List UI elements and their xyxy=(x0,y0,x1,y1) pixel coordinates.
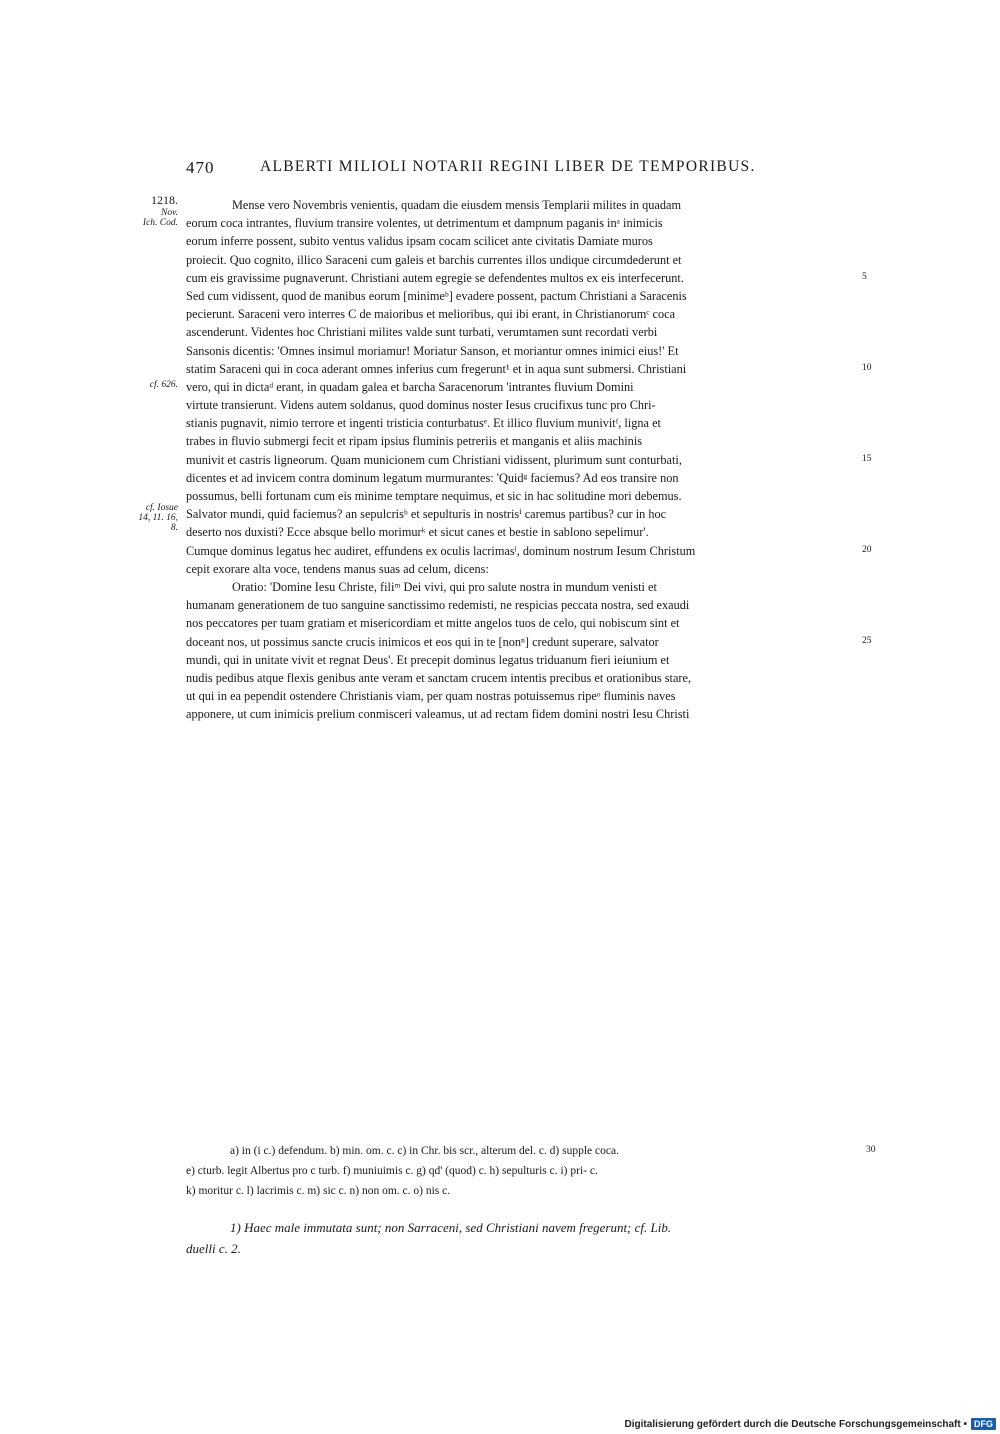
text-line: Oratio: 'Domine Iesu Christe, filiᵐ Dei vivi, qui pro salute nostra in mundum venisti et xyxy=(232,579,657,594)
text-line: proiecit. Quo cognito, illico Saraceni cum galeis et barchis currentes illos undique circumdederunt et xyxy=(186,252,682,267)
line-number: 25 xyxy=(862,636,872,646)
text-line: mundi, qui in unitate vivit et regnat Deus'. Et precepit dominus legatus triduanum fieri ieiunium et xyxy=(186,652,670,667)
text-line: munivit et castris ligneorum. Quam municionem cum Christiani vidissent, plurimum sunt conturbati, xyxy=(186,452,682,467)
text-line: deserto nos duxisti? Ecce absque bello morimurᵏ et sicut canes et bestie in sablono sepelimur'. xyxy=(186,525,649,540)
margin-reference: cf. 626. xyxy=(149,380,178,390)
text-line: doceant nos, ut possimus sancte crucis inimicos et eos qui in te [nonⁿ] credunt superare, salvator xyxy=(186,634,659,649)
running-title: ALBERTI MILIOLI NOTARII REGINI LIBER DE TEMPORIBUS. xyxy=(260,158,756,175)
footnote-line: 1) Haec male immutata sunt; non Sarraceni, sed Christiani navem fregerunt; cf. Lib. xyxy=(230,1220,672,1235)
text-line: Sed cum vidissent, quod de manibus eorum [minimeᵇ] evadere possent, pactum Christiani a Saracenis xyxy=(186,288,687,303)
margin-month: Nov. xyxy=(161,208,178,218)
page-header xyxy=(186,158,866,182)
critical-apparatus xyxy=(186,1141,866,1201)
margin-reference: cf. Iosue xyxy=(145,503,178,513)
text-line: cum eis gravissime pugnaverunt. Christiani autem egregie se defendentes multos ex eis interfecerunt. xyxy=(186,270,684,285)
text-line: humanam generationem de tuo sanguine sanctissimo redemisti, ne respicias peccata nostra, sed exaudi xyxy=(186,598,690,613)
margin-reference: 14, 11. 16, 8. xyxy=(138,513,178,533)
line-number: 20 xyxy=(862,545,872,555)
digitization-credit xyxy=(625,1418,996,1430)
text-line: Salvator mundi, quid faciemus? an sepulcrisʰ et sepulturis in nostrisⁱ caremus partibus? cur in hoc xyxy=(186,507,667,522)
apparatus-line: k) moritur c. l) lacrimis c. m) sic c. n) non om. c. o) nis c. xyxy=(186,1185,451,1197)
text-line: virtute transierunt. Videns autem soldanus, quod dominus noster Iesus crucifixus tunc pro Chri- xyxy=(186,398,656,413)
text-line: apponere, ut cum inimicis prelium conmisceri valeamus, ut ad rectam fidem domini nostri Iesu Christi xyxy=(186,707,690,722)
text-line: nudis pedibus atque flexis genibus ante veram et sanctam crucem intentis precibus et orationibus stare, xyxy=(186,670,692,685)
apparatus-line: a) in (i c.) defendum. b) min. om. c. c) in Chr. bis scr., alterum del. c. d) supple coca. xyxy=(230,1145,619,1157)
text-line: dicentes et ad invicem contra dominum legatum murmurantes: 'Quidᵍ faciemus? Ad eos transire non xyxy=(186,470,679,485)
text-line: cepit exorare alta voce, tendens manus suas ad celum, dicens: xyxy=(186,561,489,576)
page-number: 470 xyxy=(186,158,215,177)
text-line: ut qui in ea pependit ostendere Christianis viam, per quam nostras potuissemus ripeᵒ fluminis naves xyxy=(186,689,676,704)
text-line: Cumque dominus legatus hec audiret, effundens ex oculis lacrimasˡ, dominum nostrum Iesum Christum xyxy=(186,543,696,558)
text-line: Sansonis dicentis: 'Omnes insimul moriamur! Moriatur Sanson, et moriantur omnes inimici eius!' Et xyxy=(186,343,679,358)
line-number: 10 xyxy=(862,363,872,373)
text-line: stianis pugnavit, nimio terrore et ingenti tristicia conturbatusᵉ. Et illico fluvium munivitᶠ, ligna et xyxy=(186,416,661,431)
text-line: eorum coca intrantes, fluvium transire volentes, ut detrimentum et dampnum paganis inᵃ inimicis xyxy=(186,216,663,231)
line-number: 5 xyxy=(862,272,867,282)
text-line: pecierunt. Saraceni vero interres C de maioribus et melioribus, qui ibi erant, in Christianorumᶜ coca xyxy=(186,307,676,322)
main-text xyxy=(186,196,856,723)
text-line: Mense vero Novembris venientis, quadam die eiusdem mensis Templarii milites in quadam xyxy=(232,198,682,212)
text-line: nos peccatores per tuam gratiam et misericordiam et mitte angelos tuos de celo, qui nobiscum sint et xyxy=(186,616,680,631)
credit-text: Digitalisierung gefördert durch die Deutsche Forschungsgemeinschaft • xyxy=(624,1418,967,1430)
footnote xyxy=(186,1217,856,1259)
line-number: 15 xyxy=(862,454,872,464)
text-line: vero, qui in dictaᵈ erant, in quadam galea et barcha Saracenorum 'intrantes fluvium Domini xyxy=(186,379,634,394)
apparatus-line: e) cturb. legit Albertus pro c turb. f) muniuimis c. g) qd' (quod) c. h) sepulturis c. i) pri- c. xyxy=(186,1165,598,1177)
line-number: 30 xyxy=(866,1145,876,1155)
text-line: statim Saraceni qui in coca aderant omnes inferius cum fregerunt¹ et in aqua sunt submersi. Christiani xyxy=(186,361,687,376)
dfg-logo-icon: DFG xyxy=(971,1418,996,1430)
text-line: trabes in fluvio submergi fecit et ripam ipsius fluminis petreriis et manganis et aliis machinis xyxy=(186,434,643,449)
footnote-line: duelli c. 2. xyxy=(186,1241,241,1256)
margin-source: Ich. Cod. xyxy=(142,218,178,228)
text-line: ascenderunt. Videntes hoc Christiani milites valde sunt turbati, verumtamen sunt recordati verbi xyxy=(186,325,658,340)
text-line: possumus, belli fortunam cum eis minime temptare nequimus, et sic in hac solitudine mori debemus. xyxy=(186,489,682,503)
margin-year: 1218. xyxy=(151,193,178,207)
text-line: eorum inferre possent, subito ventus validus ipsam cocam scilicet ante civitatis Damiate muros xyxy=(186,234,653,249)
